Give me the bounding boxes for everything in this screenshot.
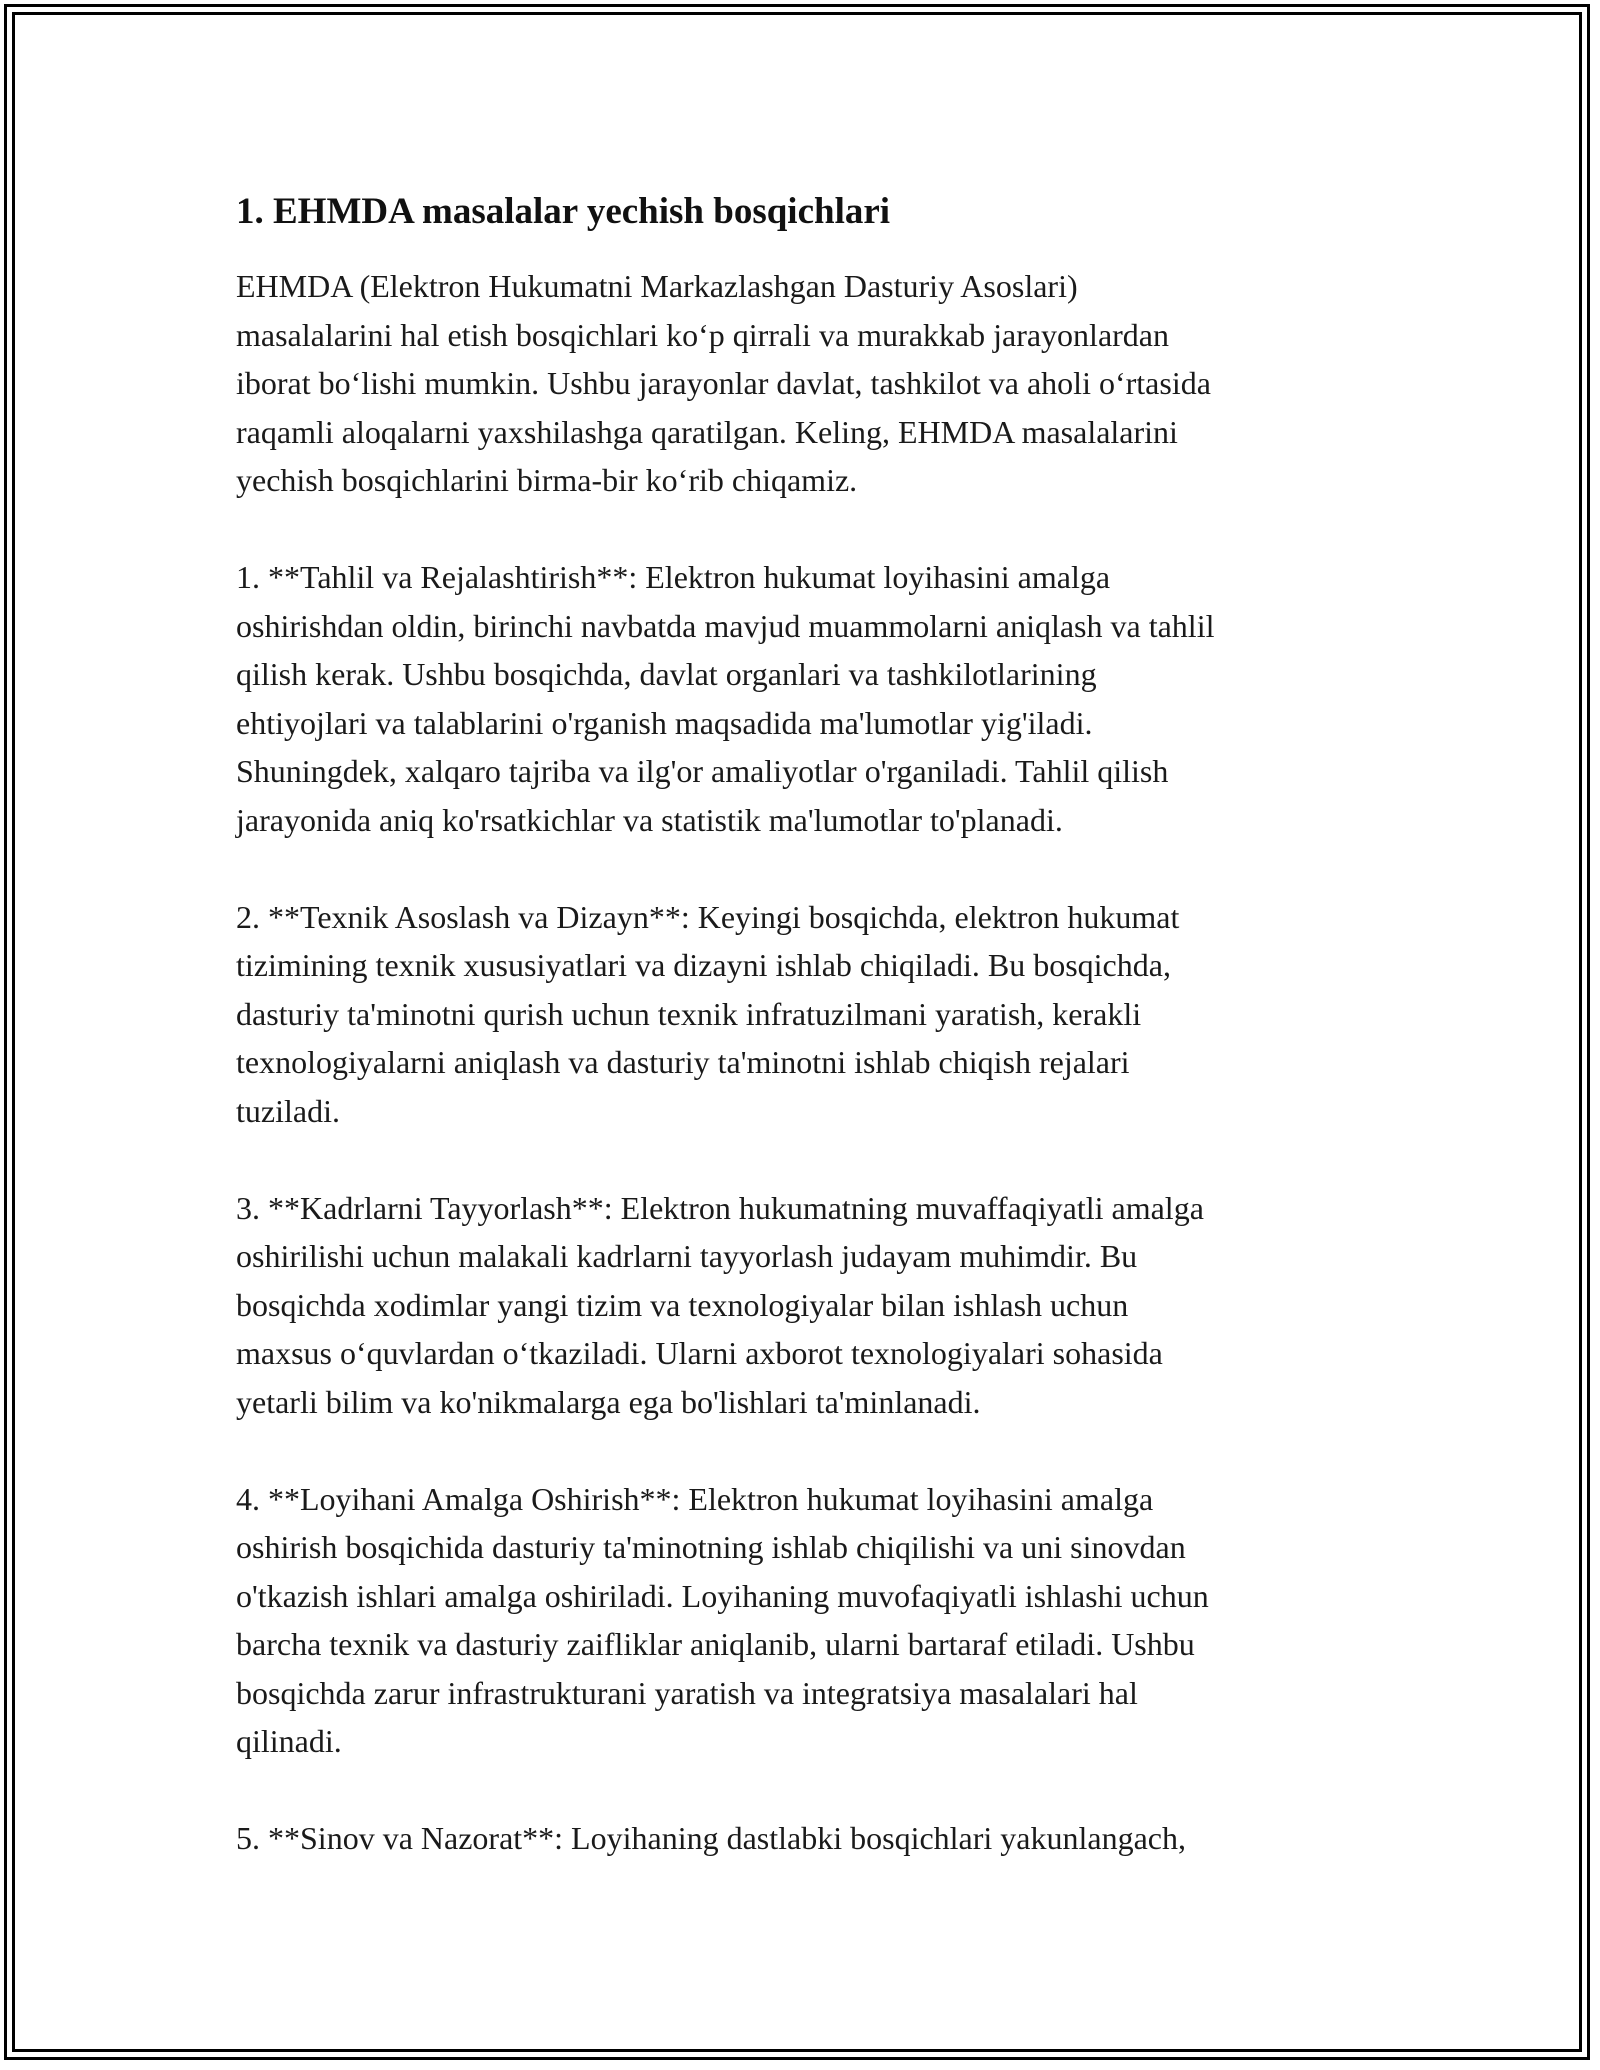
text-line: ehtiyojlari va talablarini o'rganish maqsadida ma'lumotlar yig'iladi. [236,704,1093,741]
text-line: barcha texnik va dasturiy zaifliklar aniqlanib, ularni bartaraf etiladi. Ushbu [236,1626,1195,1662]
text-line: EHMDA (Elektron Hukumatni Markazlashgan Dasturiy Asoslari) [236,268,1078,304]
text-line: 2. **Texnik Asoslash va Dizayn**: Keyingi bosqichda, elektron hukumat [236,898,1180,935]
text-line: jarayonida aniq ko'rsatkichlar va statistik ma'lumotlar to'planadi. [236,801,1063,838]
text-line: raqamli aloqalarni yaxshilashga qaratilgan. Keling, EHMDA masalalarini [236,413,1178,450]
paragraph [236,262,1376,505]
text-line: iborat bo‘lishi mumkin. Ushbu jarayonlar davlat, tashkilot va aholi o‘rtasida [236,365,1211,401]
text-line: yechish bosqichlarini birma-bir ko‘rib chiqamiz. [236,462,858,498]
text-line: tuziladi. [236,1092,340,1129]
text-line: oshirishdan oldin, birinchi navbatda mavjud muammolarni aniqlash va tahlil [236,607,1215,644]
text-line: oshirilishi uchun malakali kadrlarni tayyorlash judayam muhimdir. Bu [236,1238,1138,1274]
paragraph [236,1184,1376,1427]
text-line: tizimining texnik xususiyatlari va dizayni ishlab chiqiladi. Bu bosqichda, [236,947,1171,983]
paragraph [236,1814,1376,1863]
text-line: dasturiy ta'minotni qurish uchun texnik infratuzilmani yaratish, kerakli [236,995,1142,1032]
text-line: texnologiyalarni aniqlash va dasturiy ta'minotni ishlab chiqish rejalari [236,1044,1130,1080]
document-body [236,188,1376,1911]
text-line: bosqichda zarur infrastrukturani yaratish va integratsiya masalalari hal [236,1674,1138,1711]
text-line: 1. **Tahlil va Rejalashtirish**: Elektron hukumat loyihasini amalga [236,559,1111,595]
text-line: masalalarini hal etish bosqichlari ko‘p qirrali va murakkab jarayonlardan [236,316,1169,353]
text-line: 3. **Kadrlarni Tayyorlash**: Elektron hukumatning muvaffaqiyatli amalga [236,1189,1204,1226]
text-line: qilinadi. [236,1723,342,1759]
text-line: 5. **Sinov va Nazorat**: Loyihaning dastlabki bosqichlari yakunlangach, [236,1820,1186,1856]
text-line: Shuningdek, xalqaro tajriba va ilg'or amaliyotlar o'rganiladi. Tahlil qilish [236,753,1169,789]
paragraph [236,553,1376,844]
paragraph [236,893,1376,1136]
text-line: maxsus o‘quvlardan o‘tkaziladi. Ularni axborot texnologiyalari sohasida [236,1335,1163,1371]
text-line: oshirish bosqichida dasturiy ta'minotning ishlab chiqilishi va uni sinovdan [236,1529,1186,1565]
text-line: 4. **Loyihani Amalga Oshirish**: Elektron hukumat loyihasini amalga [236,1480,1154,1517]
text-line: bosqichda xodimlar yangi tizim va texnologiyalar bilan ishlash uchun [236,1286,1129,1323]
document-heading: 1. EHMDA masalalar yechish bosqichlari [236,191,891,232]
text-line: qilish kerak. Ushbu bosqichda, davlat organlari va tashkilotlarining [236,656,1097,692]
paragraph [236,1475,1376,1766]
text-line: yetarli bilim va ko'nikmalarga ega bo'lishlari ta'minlanadi. [236,1383,981,1420]
paragraph-list [236,262,1376,1863]
text-line: o'tkazish ishlari amalga oshiriladi. Loyihaning muvofaqiyatli ishlashi uchun [236,1577,1209,1614]
